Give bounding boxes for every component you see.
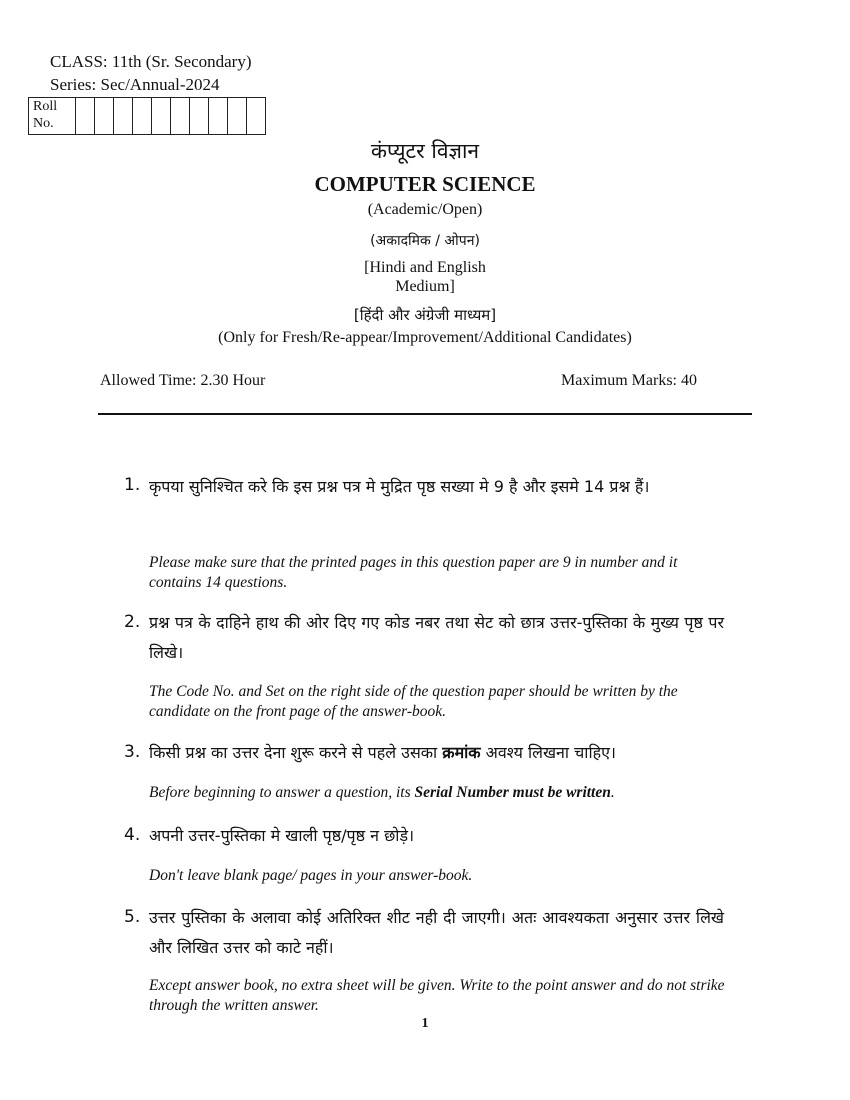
stream-hindi: (अकादमिक / ओपन)	[370, 233, 480, 249]
instruction-english: The Code No. and Set on the right side of the question paper should be written by the candidate on the front page of the answer-book.	[149, 683, 678, 720]
instruction-hindi: प्रश्न पत्र के दाहिने हाथ की ओर दिए गए कोड नबर तथा सेट को छात्र उत्तर-पुस्तिका के मुख्य पृष्ठ पर लिखे।	[149, 613, 724, 662]
roll-number-box[interactable]	[133, 98, 152, 135]
serial-number-emphasis-english: Serial Number must be written	[414, 784, 611, 801]
roll-number-box[interactable]	[190, 98, 209, 135]
subject-title-english: COMPUTER SCIENCE	[314, 172, 536, 196]
class-line: CLASS: 11th (Sr. Secondary)	[50, 52, 252, 71]
page-number: 1	[421, 1016, 429, 1031]
roll-number-box[interactable]	[247, 98, 266, 135]
maximum-marks: Maximum Marks: 40	[561, 372, 697, 389]
header-divider	[98, 413, 752, 415]
instruction-number: 3.	[124, 742, 141, 762]
subject-title-hindi: कंप्यूटर विज्ञान	[370, 139, 480, 163]
instruction-hindi: किसी प्रश्न का उत्तर देना शुरू करने से पहले उसका क्रमांक अवश्य लिखना चाहिए।	[149, 743, 616, 762]
instruction-number: 5.	[124, 907, 141, 927]
roll-number-grid	[28, 97, 266, 135]
series-line: Series: Sec/Annual-2024	[50, 75, 220, 94]
instruction-english: Except answer book, no extra sheet will be given. Write to the point answer and do not strike through the written answer.	[149, 977, 725, 1014]
roll-number-box[interactable]	[95, 98, 114, 135]
instruction-hindi: उत्तर पुस्तिका के अलावा कोई अतिरिक्त शीट नही दी जाएगी। अतः आवश्यकता अनुसार उत्तर लिखे और लिखित उत्तर को काटे नहीं।	[149, 908, 724, 957]
roll-number-box[interactable]	[171, 98, 190, 135]
instruction-number: 2.	[124, 612, 141, 632]
instruction-hindi: कृपया सुनिश्चित करे कि इस प्रश्न पत्र मे मुद्रित पृष्ठ सख्या मे 9 है और इसमे 14 प्रश्न हैं।	[149, 477, 650, 496]
instruction-hindi: अपनी उत्तर-पुस्तिका मे खाली पृष्ठ/पृष्ठ न छोड़े।	[149, 826, 415, 845]
medium-hindi: [हिंदी और अंग्रेजी माध्यम]	[353, 306, 497, 324]
instruction-number: 4.	[124, 825, 141, 845]
instruction-english: Please make sure that the printed pages in this question paper are 9 in number and it contains 14 questions.	[149, 554, 678, 591]
roll-number-box[interactable]	[228, 98, 247, 135]
stream-english: (Academic/Open)	[367, 201, 483, 218]
instruction-english: Don't leave blank page/ pages in your answer-book.	[149, 867, 473, 884]
allowed-time: Allowed Time: 2.30 Hour	[100, 372, 266, 389]
candidates-note: (Only for Fresh/Re-appear/Improvement/Additional Candidates)	[218, 329, 632, 346]
roll-number-box[interactable]	[76, 98, 95, 135]
roll-number-box[interactable]	[114, 98, 133, 135]
medium-english: [Hindi and English Medium]	[364, 259, 486, 295]
roll-number-box[interactable]	[152, 98, 171, 135]
roll-number-box[interactable]	[209, 98, 228, 135]
serial-number-emphasis-hindi: क्रमांक	[442, 743, 481, 762]
instruction-english: Before beginning to answer a question, its Serial Number must be written.	[149, 784, 615, 801]
instruction-number: 1.	[124, 475, 141, 495]
roll-number-label: Roll No.	[29, 98, 76, 135]
